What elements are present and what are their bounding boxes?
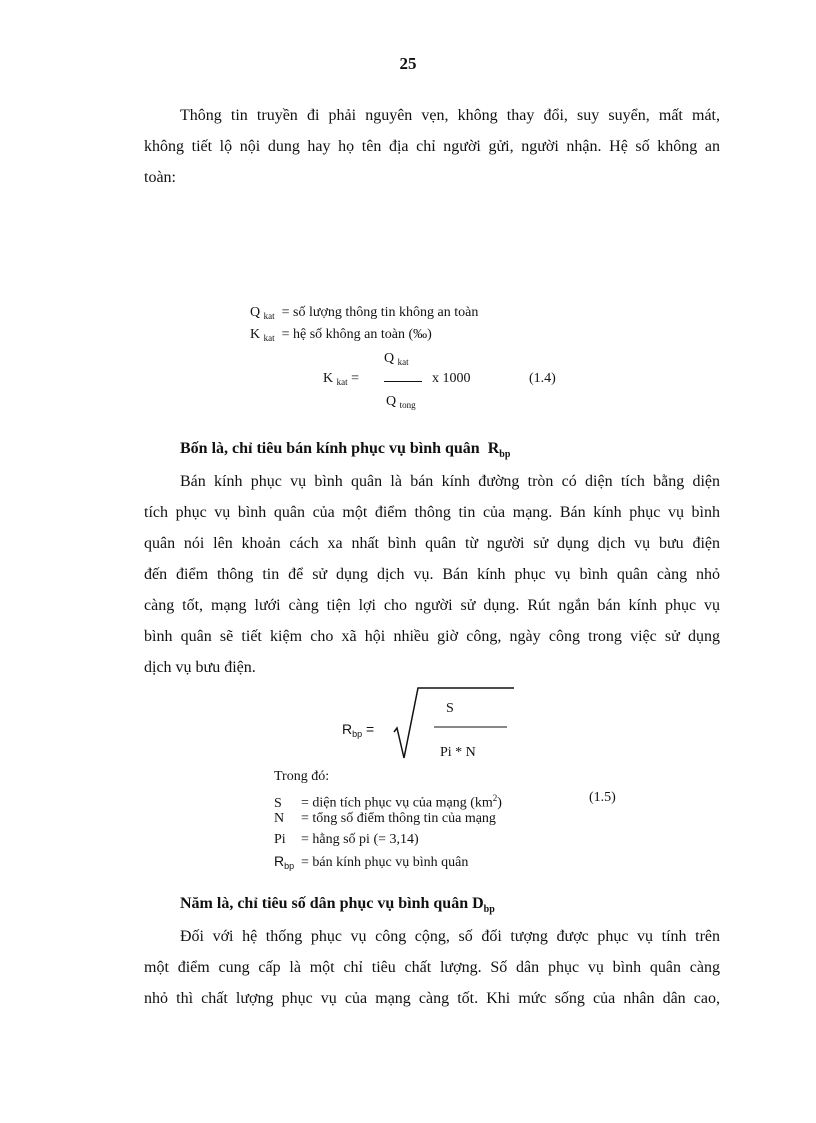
formula-15-def-n: N = tổng số điểm thông tin của mạng <box>274 811 496 826</box>
formula-15-where: Trong đó: <box>274 769 330 784</box>
intro-line-3: toàn: <box>144 169 176 186</box>
section-4-line-6: bình quân sẽ tiết kiệm cho xã hội nhiều giờ công, ngày công trong việc sử dụng <box>144 628 720 645</box>
formula-14-number: (1.4) <box>529 371 556 386</box>
section-4-line-4: đến điểm thông tin để sử dụng dịch vụ. Bán kính phục vụ bình quân càng nhỏ <box>144 566 720 583</box>
formula-14-multiplier: x 1000 <box>432 371 471 386</box>
section-4-line-1: Bán kính phục vụ bình quân là bán kính đường tròn có diện tích bằng diện <box>180 473 720 490</box>
formula-14-fraction-bar <box>384 381 422 382</box>
section-5-line-3: nhỏ thì chất lượng phục vụ của mạng càng tốt. Khi mức sống của nhân dân cao, <box>144 990 720 1007</box>
intro-line-2: không tiết lộ nội dung hay họ tên địa chỉ người gửi, người nhận. Hệ số không an <box>144 138 720 155</box>
page-number: 25 <box>399 54 417 73</box>
intro-line-1: Thông tin truyền đi phải nguyên vẹn, không thay đổi, suy suyển, mất mát, <box>180 107 720 124</box>
formula-15-numerator: S <box>446 701 454 716</box>
section-4-line-3: quân nói lên khoản cách xa nhất bình quân từ người sử dụng dịch vụ bưu điện <box>144 535 720 552</box>
section-4-line-7: dịch vụ bưu điện. <box>144 659 256 676</box>
formula-14-def-q: Q $_{kat}$ = số lượng thông tin không an toàn <box>250 305 479 321</box>
formula-14-lhs: K $_{kat}$ = <box>323 371 360 387</box>
formula-15-def-s: S = diện tích phục vụ của mạng $(km^2)$ <box>274 793 502 811</box>
section-5-line-2: một điểm cung cấp là một chỉ tiêu chất lượng. Số dân phục vụ bình quân càng <box>144 959 720 976</box>
formula-14-def-k: K $_{kat}$ = hệ số không an toàn (‰) <box>250 327 432 343</box>
section-5-paragraph <box>144 921 720 1014</box>
formula-15-def-r: $R_{bp}$ = bán kính phục vụ bình quân <box>274 853 469 871</box>
formula-15-def-pi: Pi = hằng số pi (= 3,14) <box>274 832 419 847</box>
section-4-heading: Bốn là, chỉ tiêu bán kính phục vụ bình quân $R_{bp}$ <box>180 440 511 460</box>
section-4-paragraph <box>144 466 720 683</box>
formula-15-lhs: $R_{bp}$ = <box>342 721 375 739</box>
intro-paragraph <box>144 100 720 193</box>
formula-14-numerator: Q $_{kat}$ <box>384 351 409 367</box>
formula-14-denominator: Q $_{tong}$ <box>386 394 416 410</box>
section-5-heading: Năm là, chỉ tiêu số dân phục vụ bình quân $D_{bp}$ <box>180 895 495 915</box>
formula-15-number: (1.5) <box>589 790 616 805</box>
section-4-line-2: tích phục vụ bình quân của một điểm thông tin của mạng. Bán kính phục vụ bình <box>144 504 720 521</box>
section-4-line-5: càng tốt, mạng lưới càng tiện lợi cho người sử dụng. Rút ngắn bán kính phục vụ <box>144 597 720 614</box>
formula-15-denominator: Pi * N <box>440 745 476 760</box>
section-5-line-1: Đối với hệ thống phục vụ công cộng, số đối tượng được phục vụ tính trên <box>180 928 720 945</box>
